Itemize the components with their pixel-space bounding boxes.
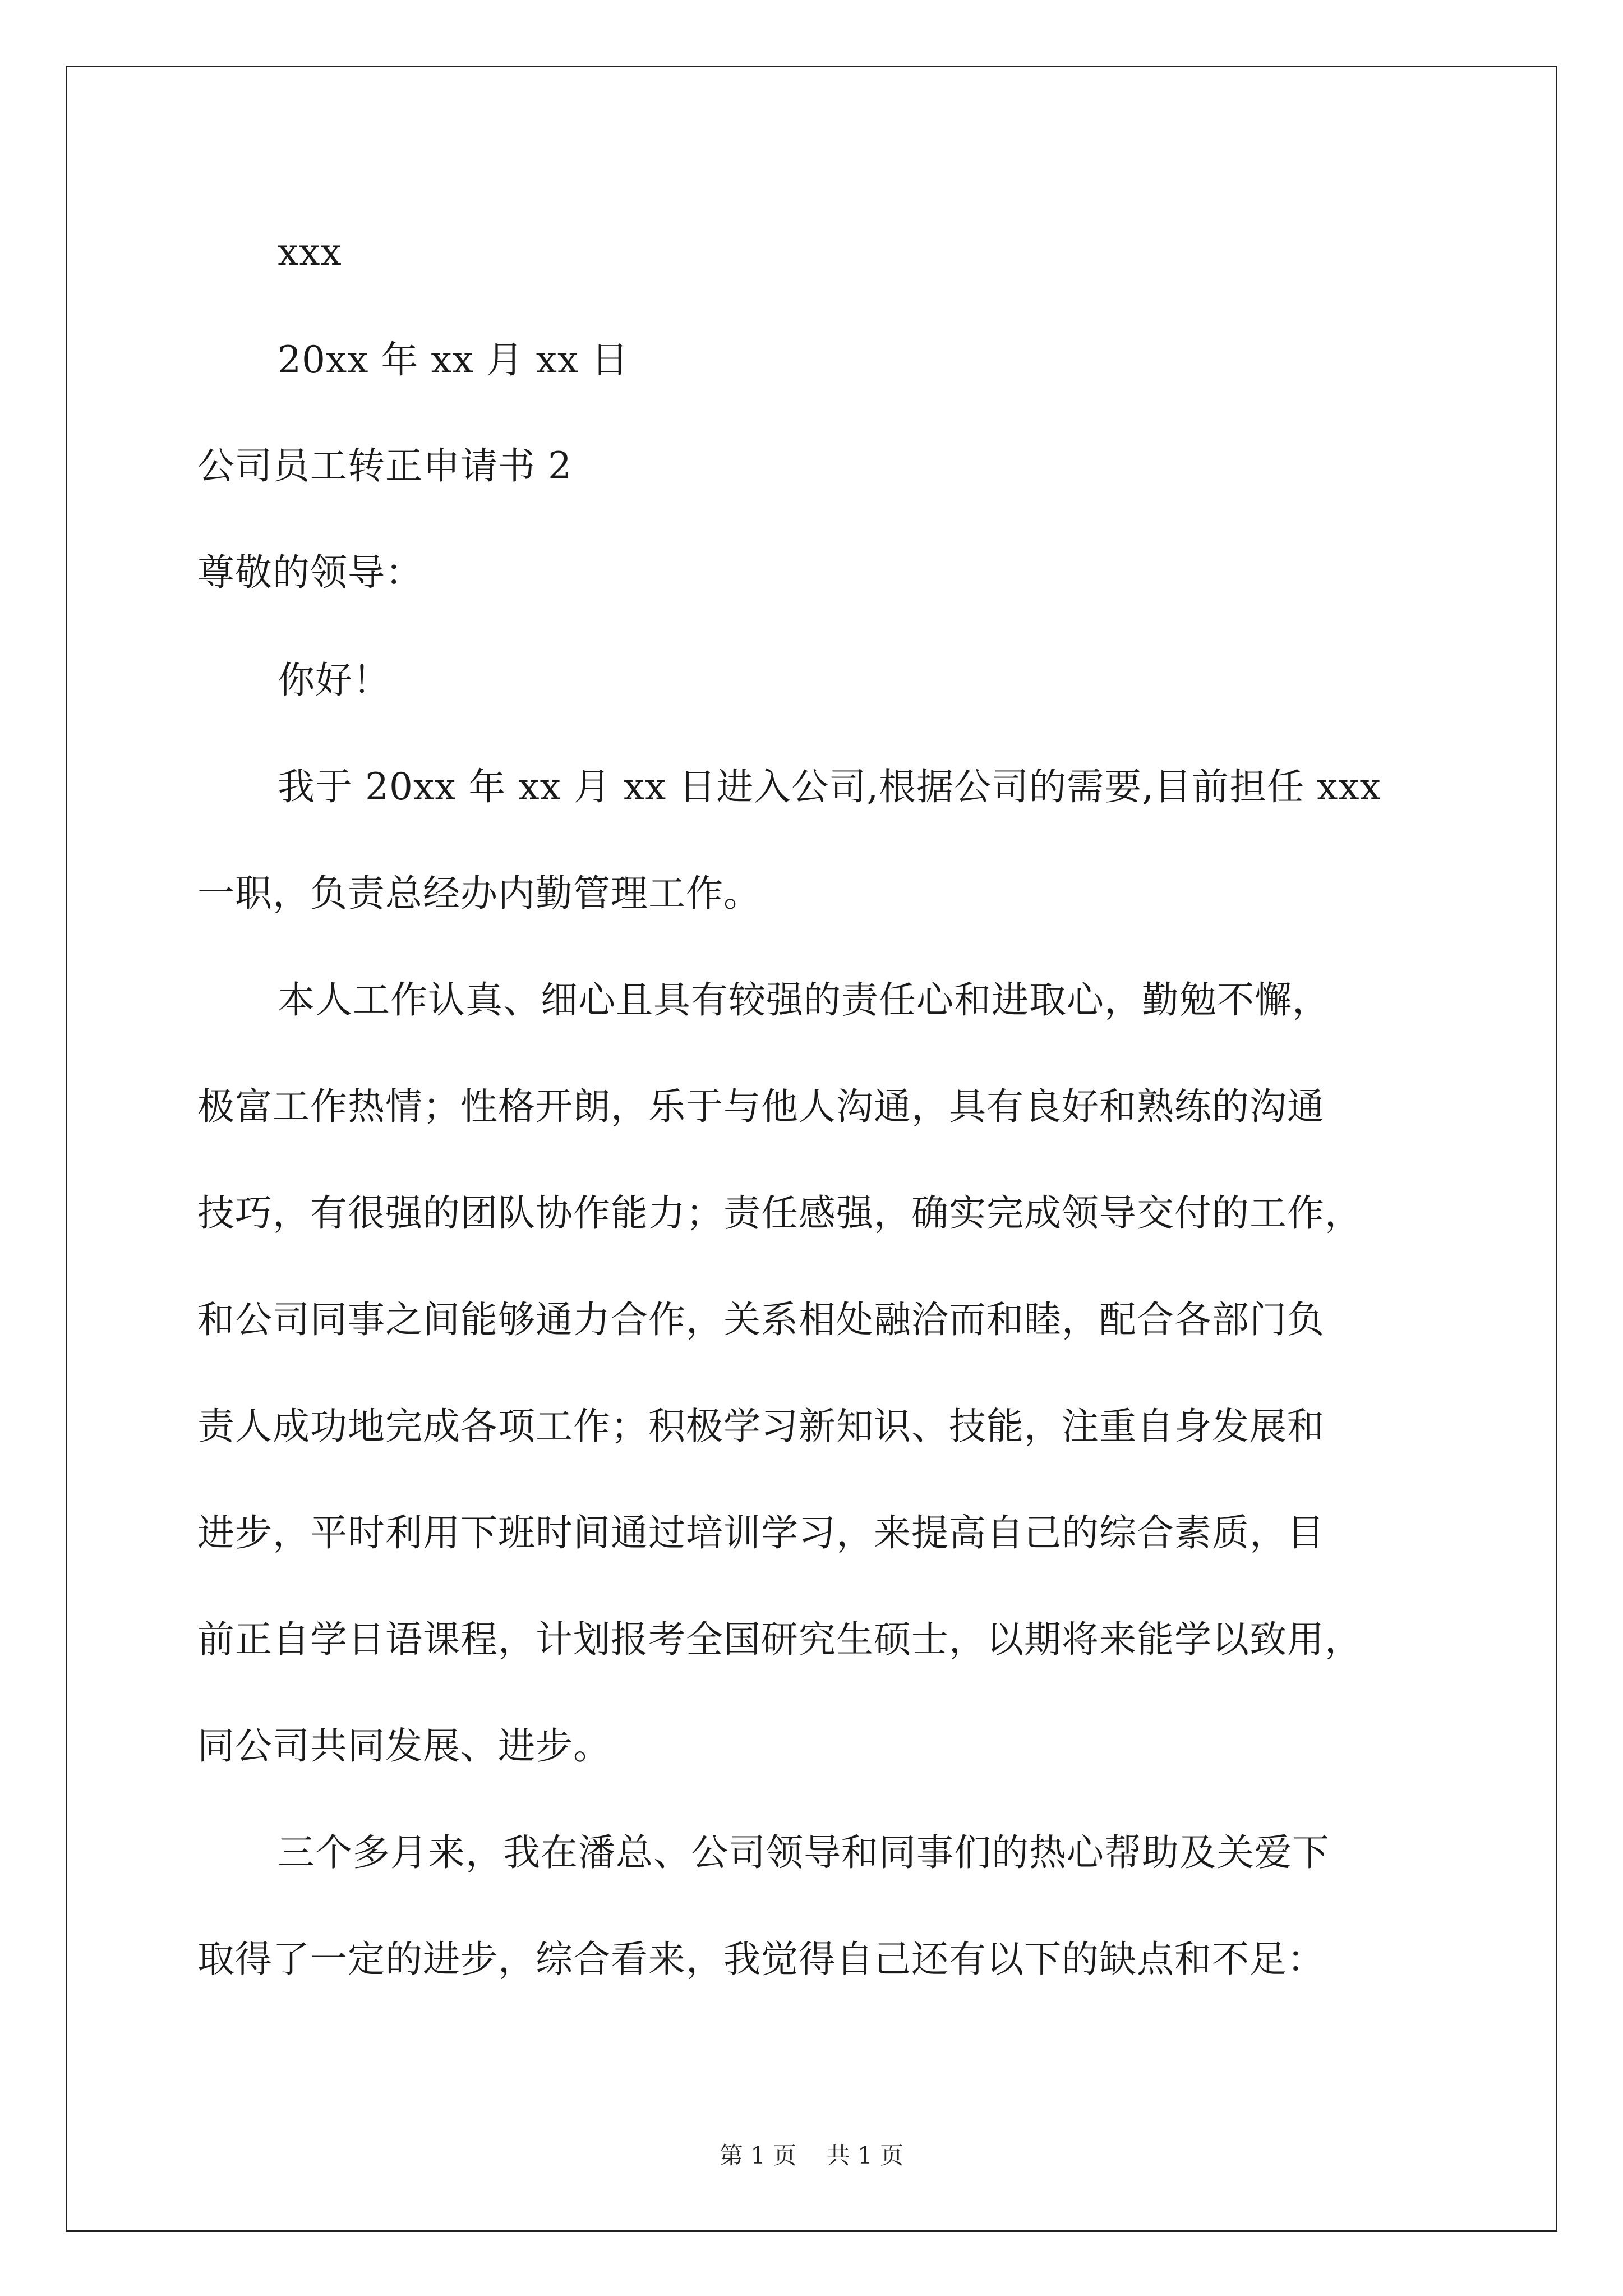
paragraph-line: 责人成功地完成各项工作；积极学习新知识、技能，注重自身发展和 [197,1405,1325,1448]
paragraph-line: 前正自学日语课程，计划报考全国研究生硕士，以期将来能学以致用， [197,1618,1362,1661]
paragraph-line: 和公司同事之间能够通力合作，关系相处融洽而和睦，配合各部门负 [197,1298,1325,1341]
letter-title: 公司员工转正申请书 2 [197,444,572,487]
greeting: 你好！ [278,659,390,702]
paragraph-line: 一职，负责总经办内勤管理工作。 [197,872,761,915]
paragraph-line: 三个多月来，我在潘总、公司领导和同事们的热心帮助及关爱下 [278,1831,1330,1874]
page-border [66,66,1557,2232]
paragraph-line: 我于 20xx 年 xx 月 xx 日进入公司,根据公司的需要,目前担任 xxx [278,765,1381,808]
signature-name: xxx [278,231,342,274]
paragraph-line: 取得了一定的进步，综合看来，我觉得自己还有以下的缺点和不足： [197,1938,1325,1981]
paragraph-line: 进步，平时利用下班时间通过培训学习，来提高自己的综合素质，目 [197,1511,1325,1554]
salutation: 尊敬的领导： [197,551,423,594]
signature-date: 20xx 年 xx 月 xx 日 [278,338,629,381]
paragraph-line: 极富工作热情；性格开朗，乐于与他人沟通，具有良好和熟练的沟通 [197,1085,1325,1128]
paragraph-line: 技巧，有很强的团队协作能力；责任感强，确实完成领导交付的工作， [197,1191,1362,1235]
paragraph-line: 本人工作认真、细心且具有较强的责任心和进取心，勤勉不懈， [278,978,1330,1022]
paragraph-line: 同公司共同发展、进步。 [197,1724,611,1768]
page-number-footer: 第 1 页 共 1 页 [719,2142,904,2169]
